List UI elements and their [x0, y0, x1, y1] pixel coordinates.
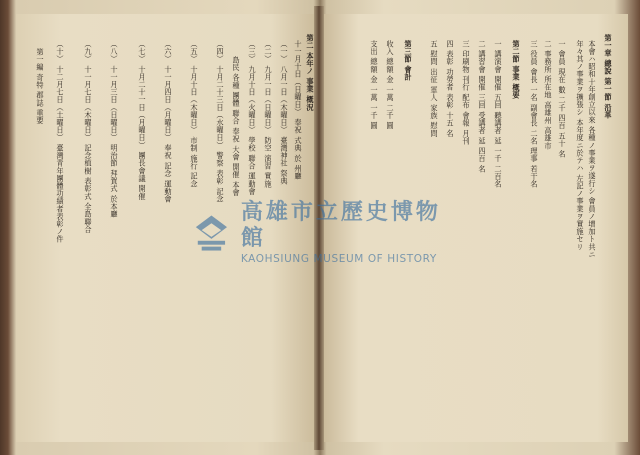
left-page-column: （一） 八月一日（木曜日） 臺灣神社 祭典: [280, 40, 289, 185]
left-page-column: 島民 各種 團體 聯合 奉祝 大會 開催 本會: [232, 56, 241, 197]
left-page-column: 第一編 奇特 郡誌 重要: [36, 48, 45, 125]
right-page-column: 三 役員 會長 一名 副會長 二名 理事 若干名: [530, 40, 539, 188]
left-page-column: （三） 九月十日（火曜日） 學校 聯合 運動會: [248, 40, 257, 196]
left-page-column: （六） 十一月四日（月曜日） 奉祝 記念 運動會: [164, 40, 173, 203]
watermark-english-text: KAOHSIUNG MUSEUM OF HISTORY: [240, 253, 437, 265]
right-page-column: 一 講演會 開催 五回 聽講者 延 一千 二百名: [494, 40, 503, 188]
museum-logo-icon: [190, 211, 233, 255]
right-page-column: 四 表彰 功勞者 表彰 十五 名: [446, 40, 455, 138]
left-page-column: （八） 十一月三日（日曜日） 明治節 拜賀式 於本廳: [110, 40, 119, 218]
right-page-column: 本會ハ昭和十年創立以來 各種ノ事業ヲ遂行シ 會員ノ增加ト共ニ: [588, 40, 597, 259]
right-page-column: 年々其ノ事業ヲ擴張シ 本年度ニ於テハ 左記ノ事業ヲ實施セリ: [576, 40, 585, 251]
right-page-column: 一 會員 現在 數 二千 四百 五十 名: [558, 40, 567, 158]
left-page-column: （十） 十二月七日（土曜日） 臺灣青年團體功績者表彰ノ件: [56, 40, 65, 243]
right-page-column: 二 講習會 開催 三回 受講者 延 四百 名: [478, 40, 487, 173]
right-page-column: 收入 總額 金 一萬 二千 圓: [386, 40, 395, 130]
left-page-column: （七） 十月二十一日（月曜日） 團長會議 開催: [138, 40, 147, 201]
left-page-column: （二） 九月一日（日曜日） 防空 演習 實施: [264, 40, 273, 188]
museum-watermark: [190, 200, 460, 265]
left-page-column: 十一月十日（日曜日） 奉祝 式典 於 州廳: [294, 40, 303, 180]
right-page-column: 五 慰問 出征 軍人 家族 慰問: [430, 40, 439, 138]
right-page-heading: 第一章 總說 第一節 沿革: [604, 34, 613, 119]
watermark-chinese-text: 高雄市立歷史博物館: [240, 200, 441, 251]
left-page-column: （五） 十月十日（木曜日） 市制 施行 記念: [190, 40, 199, 188]
right-page-column: 二 事務所 所在地 高雄州 高雄市: [544, 40, 553, 150]
left-page-column: （四） 十月二十三日（水曜日） 警察 表彰 記念: [216, 40, 225, 203]
right-page-subheading: 第三節 會計: [404, 40, 413, 81]
right-page-column: 支出 總額 金 一萬 一千 圓: [370, 40, 379, 130]
left-page-column: （九） 十一月七日（木曜日） 記念植樹 表彰式 全島聯合: [84, 40, 93, 234]
right-page-subheading: 第二節 事業 概要: [512, 40, 521, 100]
right-page-column: 三 印刷物 刊行 配布 會報 月刊: [462, 40, 471, 145]
left-page-heading: 第二 本年ノ 事業 概況: [306, 34, 315, 112]
